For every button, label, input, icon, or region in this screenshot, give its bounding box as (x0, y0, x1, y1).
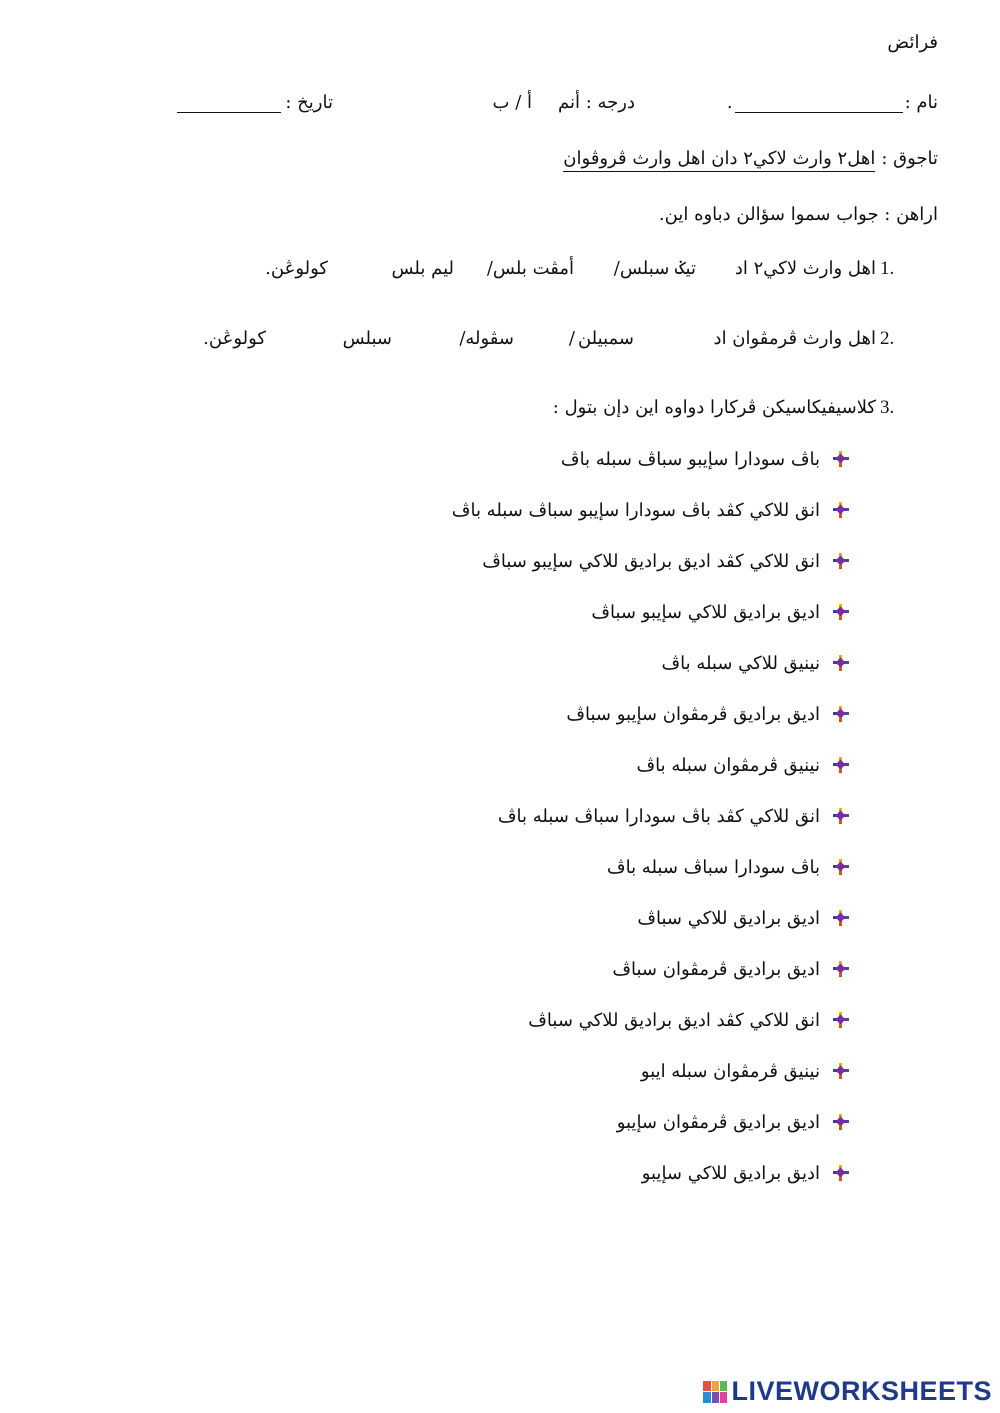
question-3-text: کلاسيفيکاسيکن ڤرکارا دواوه اين دإن بتول : (552, 397, 876, 418)
list-item[interactable] (607, 855, 850, 879)
liveworksheets-logo-icon (703, 1381, 727, 1403)
list-item[interactable] (661, 651, 850, 675)
star-bullet-icon (832, 756, 850, 774)
question-2-ending: کولوڠن. (203, 328, 266, 349)
name-label: نام : (904, 92, 938, 113)
list-item[interactable] (642, 1161, 850, 1185)
star-bullet-icon (832, 807, 850, 825)
list-item[interactable] (636, 753, 850, 777)
star-bullet-icon (832, 1011, 850, 1029)
star-bullet-icon (832, 705, 850, 723)
list-item[interactable] (617, 1110, 850, 1134)
list-item-label: اديق براديق للاکي سإيبو سباڤ (591, 601, 820, 623)
list-item-label: اديق براديق ڤرمڤوان سإيبو (616, 1111, 820, 1133)
star-bullet-icon (832, 654, 850, 672)
question-1-ending: کولوڠن. (265, 258, 328, 279)
star-bullet-icon (832, 603, 850, 621)
list-item-label: انق للاکي کڤد باڤ سودارا سباڤ سبله باڤ (497, 805, 820, 827)
objective-text: اهل٢ وارث لاکي٢ دان اهل وارث ڤروڤوان (563, 148, 875, 172)
list-item[interactable] (591, 600, 850, 624)
list-item[interactable] (528, 1008, 850, 1032)
list-item[interactable] (641, 1059, 850, 1083)
name-blank[interactable] (735, 98, 903, 113)
list-item[interactable] (482, 549, 850, 573)
grade-options: أ / ب (492, 92, 532, 113)
question-1-stem: اهل وارث لاکي٢ اد (734, 258, 876, 279)
instruction-text: اراهن : جواب سموا سؤالن دباوه اين. (658, 204, 938, 225)
question-2-separator: / (568, 328, 575, 349)
list-item[interactable] (452, 498, 850, 522)
star-bullet-icon (832, 501, 850, 519)
name-line (727, 92, 938, 113)
logo-text: LIVEWORKSHEETS (731, 1376, 992, 1406)
liveworksheets-logo (703, 1376, 992, 1407)
question-1-number: 1. (880, 258, 895, 279)
question-2-choice-c[interactable]: سبلس (342, 328, 392, 349)
question-2-number: 2. (880, 328, 895, 349)
list-item[interactable] (637, 906, 850, 930)
topic-word: فرائض (887, 32, 938, 53)
question-2-stem: اهل وارث ڤرمڤوان اد (713, 328, 876, 349)
list-item-label: انق للاکي کڤد اديق براديق للاکي سباڤ (528, 1009, 820, 1031)
list-item-label: اديق براديق ڤرمڤوان سإيبو سباڤ (566, 703, 820, 725)
date-line (177, 92, 333, 113)
star-bullet-icon (832, 1164, 850, 1182)
list-item[interactable] (498, 804, 850, 828)
question-3-number: 3. (880, 397, 895, 418)
list-item-label: انق للاکي کڤد باڤ سودارا سإيبو سباڤ سبله باڤ (451, 499, 820, 521)
star-bullet-icon (832, 1113, 850, 1131)
list-item-label: اديق براديق للاکي سباڤ (637, 907, 820, 929)
name-dot: . (726, 92, 733, 113)
objective-line (563, 148, 938, 172)
star-bullet-icon (832, 960, 850, 978)
question-2-choice-a[interactable]: سمبيلن (577, 328, 634, 349)
question-1-choice-b[interactable]: أمڤت بلس/ (486, 258, 574, 279)
objective-label: تاجوق : (881, 148, 938, 169)
list-item-label: نينيق للاکي سبله باڤ (661, 652, 820, 674)
question-1-choice-a[interactable]: تيݢ سبلس/ (613, 258, 696, 279)
star-bullet-icon (832, 450, 850, 468)
list-item-label: باڤ سودارا سإيبو سباڤ سبله باڤ (560, 448, 820, 470)
star-bullet-icon (832, 909, 850, 927)
list-item-label: نينيق ڤرمڤوان سبله ايبو (640, 1060, 820, 1082)
list-item-label: اديق براديق ڤرمڤوان سباڤ (612, 958, 820, 980)
list-item-label: اديق براديق للاکي سإيبو (641, 1162, 820, 1184)
list-item-label: باڤ سودارا سباڤ سبله باڤ (606, 856, 820, 878)
question-1-choice-c[interactable]: ليم بلس (391, 258, 454, 279)
question-2-choice-b[interactable]: سڤوله/ (459, 328, 514, 349)
list-item-label: انق للاکي کڤد اديق براديق للاکي سإيبو سباڤ (482, 550, 820, 572)
list-item[interactable] (566, 702, 850, 726)
list-item[interactable] (612, 957, 850, 981)
grade-label: درجه : أنم (558, 92, 635, 113)
list-item-label: نينيق ڤرمڤوان سبله باڤ (636, 754, 820, 776)
star-bullet-icon (832, 552, 850, 570)
date-blank[interactable] (177, 98, 281, 113)
list-item[interactable] (561, 447, 850, 471)
star-bullet-icon (832, 1062, 850, 1080)
date-label: تاريخ : (285, 92, 333, 113)
star-bullet-icon (832, 858, 850, 876)
